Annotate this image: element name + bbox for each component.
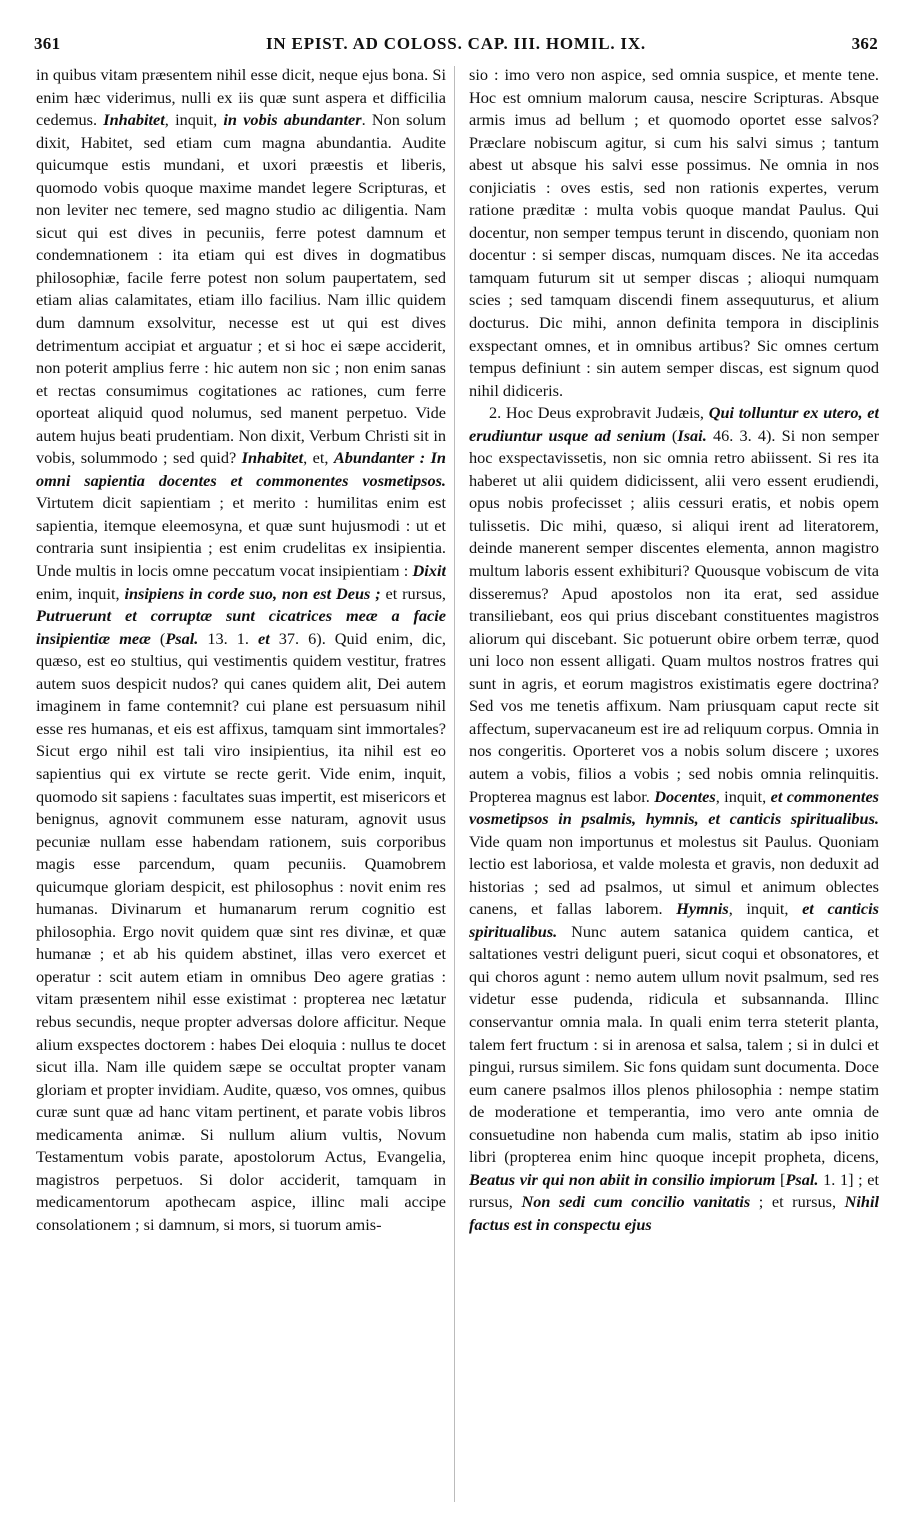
italic-text-run: Dixit bbox=[412, 561, 446, 581]
running-title: IN EPIST. AD COLOSS. CAP. III. HOMIL. IX. bbox=[266, 34, 646, 53]
right-column-text bbox=[469, 64, 879, 1236]
page-number-left: 361 bbox=[34, 34, 61, 53]
italic-text-run: Beatus vir qui non abiit in consilio impiorum bbox=[469, 1169, 776, 1189]
italic-text-run: insipiens in corde suo, non est Deus ; bbox=[124, 583, 381, 603]
column-divider bbox=[454, 66, 455, 1502]
italic-text-run: Psal. bbox=[165, 628, 199, 648]
text-run: enim, inquit, bbox=[36, 583, 125, 603]
text-run: 1. 1] ; et rursus, bbox=[469, 1169, 879, 1212]
right-column bbox=[469, 64, 879, 1504]
italic-text-run: Inhabitet bbox=[103, 110, 165, 130]
text-run: [ bbox=[775, 1169, 786, 1189]
italic-text-run: in vobis abundanter bbox=[223, 110, 362, 130]
text-run: 46. 3. 4). Si non semper hoc exspectavissetis, non sic omnia retro abiissent. Si res ita haberet ut alii quidem didicissent, alii vero essent erudiendi, opus nobis profecisset ; aliis cessuri eratis, et nobis opem tulissetis. Dic mihi, quæso, si aliqui irent ad literatorem, deinde manerent semper discentes elementa, annon magistro multum laboris essent exhibituri? Quousque vobiscum de vita disseremus? Apud apostolos non ita erat, sed assidue transiliebant, eos qui prius discebant constituentes magistros aliorum qui discebant. Sic potuerunt obire orbem terræ, quod uni loco non essent alligati. Quam multos nostros fratres qui sunt in agris, et eorum magistros existimatis egere doctrina? Sed vos me tenetis affixum. Nam priusquam caput recte sit affectum, supervacaneum est ire ad reliquum corpus. Omnia in nos congeritis. Oporteret vos a nobis solum discere ; uxores autem a vobis, filios a vobis ; sed nobis omnia relinquitis. Propterea magnus est labor. bbox=[469, 425, 879, 806]
text-run: ; et rursus, bbox=[750, 1192, 845, 1212]
text-run: 13. 1. bbox=[198, 628, 258, 648]
text-run: , inquit, bbox=[715, 786, 771, 806]
italic-text-run: Docentes bbox=[654, 786, 716, 806]
text-run: 37. 6). Quid enim, dic, quæso, est eo stultius, qui vestimentis quidem vestitur, fratres autem suos despicit nudos? qui canes quidem alit, Dei autem imaginem in fame contemnit? cui plane est persuasum nihil esse res humanas, et eis est affixus, tamquam sint immortales? Sicut ergo nihil est tali viro insipientius, ita nihil est eo sapientius qui ex virtute se recte gerit. Vide enim, inquit, quomodo sit sapiens : facultates suas impertit, est misericors et benignus, agnovit communem esse naturam, agnovit usus pecuniæ nullam esse habendam rationem, suis corporibus magis esse parcendum, quam pecuniis. Quamobrem quicumque gloriam despicit, est philosophus : novit enim res humanas. Divinarum et humanarum rerum cognitio est philosophia. Ergo novit quidem quæ sint res divinæ, et quæ humanæ ; et ab his quidem abstinet, illas vero exercet et operatur : scit autem etiam in omnibus Deo agere gratias : vitam præsentem nihil esse existimat : propterea nec lætatur rebus secundis, neque propter adversas dolore afficitur. Neque alium exspectes doctorem : habes Dei eloquia : nullus te docet sicut illa. Nam ille quidem sæpe se occultat propter vanam gloriam et propter invidiam. Audite, quæso, vos omnes, quibus curæ sunt quæ ad hanc vitam pertinent, et parate vobis libros medicamenta animæ. Si nullum alium vultis, Novum Testamentum vobis parate, apostolorum Actus, Evangelia, magistros perpetuos. Si dolor acciderit, tamquam in medicamentorum apothecam aspice, illinc mali accipe consolationem ; si damnum, si mors, si tuorum amis- bbox=[36, 628, 446, 1234]
paragraph bbox=[469, 402, 879, 1236]
left-column bbox=[36, 64, 446, 1504]
left-column-text bbox=[36, 64, 446, 1236]
text-run: , inquit, bbox=[728, 899, 803, 919]
italic-text-run: Non sedi cum concilio vanitatis bbox=[521, 1192, 751, 1212]
text-run: ( bbox=[150, 628, 166, 648]
italic-text-run: Hymnis bbox=[676, 899, 729, 919]
italic-text-run: Inhabitet bbox=[241, 448, 304, 468]
text-run: , inquit, bbox=[164, 110, 224, 130]
italic-text-run: et commonentes vosmetipsos in psalmis, hymnis, et canticis spiritualibus. bbox=[469, 786, 879, 829]
text-run: Virtutem dicit sapientiam ; et merito : humilitas enim est sapientia, itemque eleemosyna, et quæ sunt hujusmodi : ut et contraria sunt insipientia ; est enim crudelitas ex insipientia. Unde multis in locis omne peccatum vocat insipientiam : bbox=[36, 493, 446, 581]
italic-text-run: Qui tolluntur ex utero, et erudiuntur usque ad senium bbox=[469, 403, 879, 445]
text-run: Nunc autem satanica quidem cantica, et saltationes vestri deligunt pueri, sicut coqui et obsonatores, et qui choros agunt : nemo autem ullum novit psalmum, sed res videtur esse pudenda, ridicula et subsannanda. Illinc conservantur omnia mala. In quali enim terra steterit planta, talem fert fructum : si in arenosa et salsa, talem ; si in dulci et pingui, rursus similem. Sic fons quidam sunt documenta. Doce eum canere psalmos illos plenos philosophia : nempe statim de moderatione et temperantia, imo vero ante omnia de consuetudine non habenda cum malis, statim ab ipso initio libri (propterea enim hinc quoque incepit propheta, dicens, bbox=[469, 921, 879, 1167]
paragraph bbox=[36, 64, 446, 1236]
running-header bbox=[34, 34, 878, 60]
text-run: , et, bbox=[303, 448, 334, 468]
text-run: 2. Hoc Deus exprobravit Judæis, bbox=[489, 403, 709, 423]
italic-text-run: et canticis spiritualibus. bbox=[469, 899, 879, 941]
text-run: Vide quam non importunus et molestus sit Paulus. Quoniam lectio est laboriosa, et valde molesta et gravis, non deduxit ad historias ; sed ad psalmos, ut simul et animum oblectes canens, et fallas laborem. bbox=[469, 831, 879, 919]
text-run: et rursus, bbox=[380, 583, 446, 603]
italic-text-run: Putruerunt et corruptæ sunt cicatrices meæ a facie insipientiæ meæ bbox=[36, 606, 446, 648]
italic-text-run: Abundanter : In omni sapientia docentes et commonentes vosmetipsos. bbox=[36, 448, 446, 490]
italic-text-run: et bbox=[258, 628, 270, 648]
italic-text-run: Isai. bbox=[677, 425, 707, 445]
paragraph bbox=[469, 64, 879, 402]
italic-text-run: Nihil factus est in conspectu ejus bbox=[469, 1192, 879, 1234]
text-run: . Non solum dixit, Habitet, sed etiam cum magna abundantia. Audite quicumque estis mundani, et uxori præestis et liberis, quomodo vobis quoque maxime mandet legere Scripturas, et non leviter nec temere, sed magno studio ac diligentia. Nam sicut qui est dives in pecuniis, ferre potest damnum et condemnationem : ita etiam qui est dives in dogmatibus philosophiæ, facile ferre potest non solum paupertatem, sed etiam alias calamitates, etiam illo facilius. Nam illic quidem dum damnum exsolvitur, necesse est ut qui est dives detrimentum accipiat et arguatur ; et si hoc ei sæpe acciderit, non poterit amplius ferre : hic autem non sic ; non enim sanas et rectas consumimus cogitationes ac rationes, cum ferre oporteat aliquid quod nolumus, sed manent perpetuo. Vide autem hujus beati prudentiam. Non dixit, Verbum Christi sit in vobis, solummodo ; sed quid? bbox=[36, 110, 446, 468]
text-run: in quibus vitam præsentem nihil esse dicit, neque ejus bona. Si enim hæc viderimus, nulli ex iis quæ sunt aspera et difficilia cedemus. bbox=[36, 65, 446, 130]
italic-text-run: Psal. bbox=[785, 1169, 819, 1189]
text-run: sio : imo vero non aspice, sed omnia suspice, et mente tene. Hoc est omnium malorum causa, nescire Scripturas. Absque armis imus ad bellum ; et quomodo oportet esse salvos? Præclare nobiscum agitur, si cum his salvi simus ; tantum abest ut absque his salvi esse possimus. Ne omnia in nos conjiciatis : oves estis, sed non rationis expertes, verum ratione præditæ : multa vobis quoque mandat Paulus. Qui docentur, non semper tempus terunt in discendo, quoniam non docentur : si semper discas, numquam disces. Ne ita accedas tamquam futurum sit ut semper discas ; alioqui numquam scies ; sed tamquam discendi finem assequuturus, et alium docturus. Dic mihi, annon definita tempora in disciplinis exspectant omnes, et in omnibus artibus? Sic omnes certum tempus definiunt : sin autem semper discas, est signum quod nihil didiceris. bbox=[469, 65, 879, 400]
page-number-right: 362 bbox=[851, 34, 878, 53]
text-run: ( bbox=[665, 425, 678, 445]
